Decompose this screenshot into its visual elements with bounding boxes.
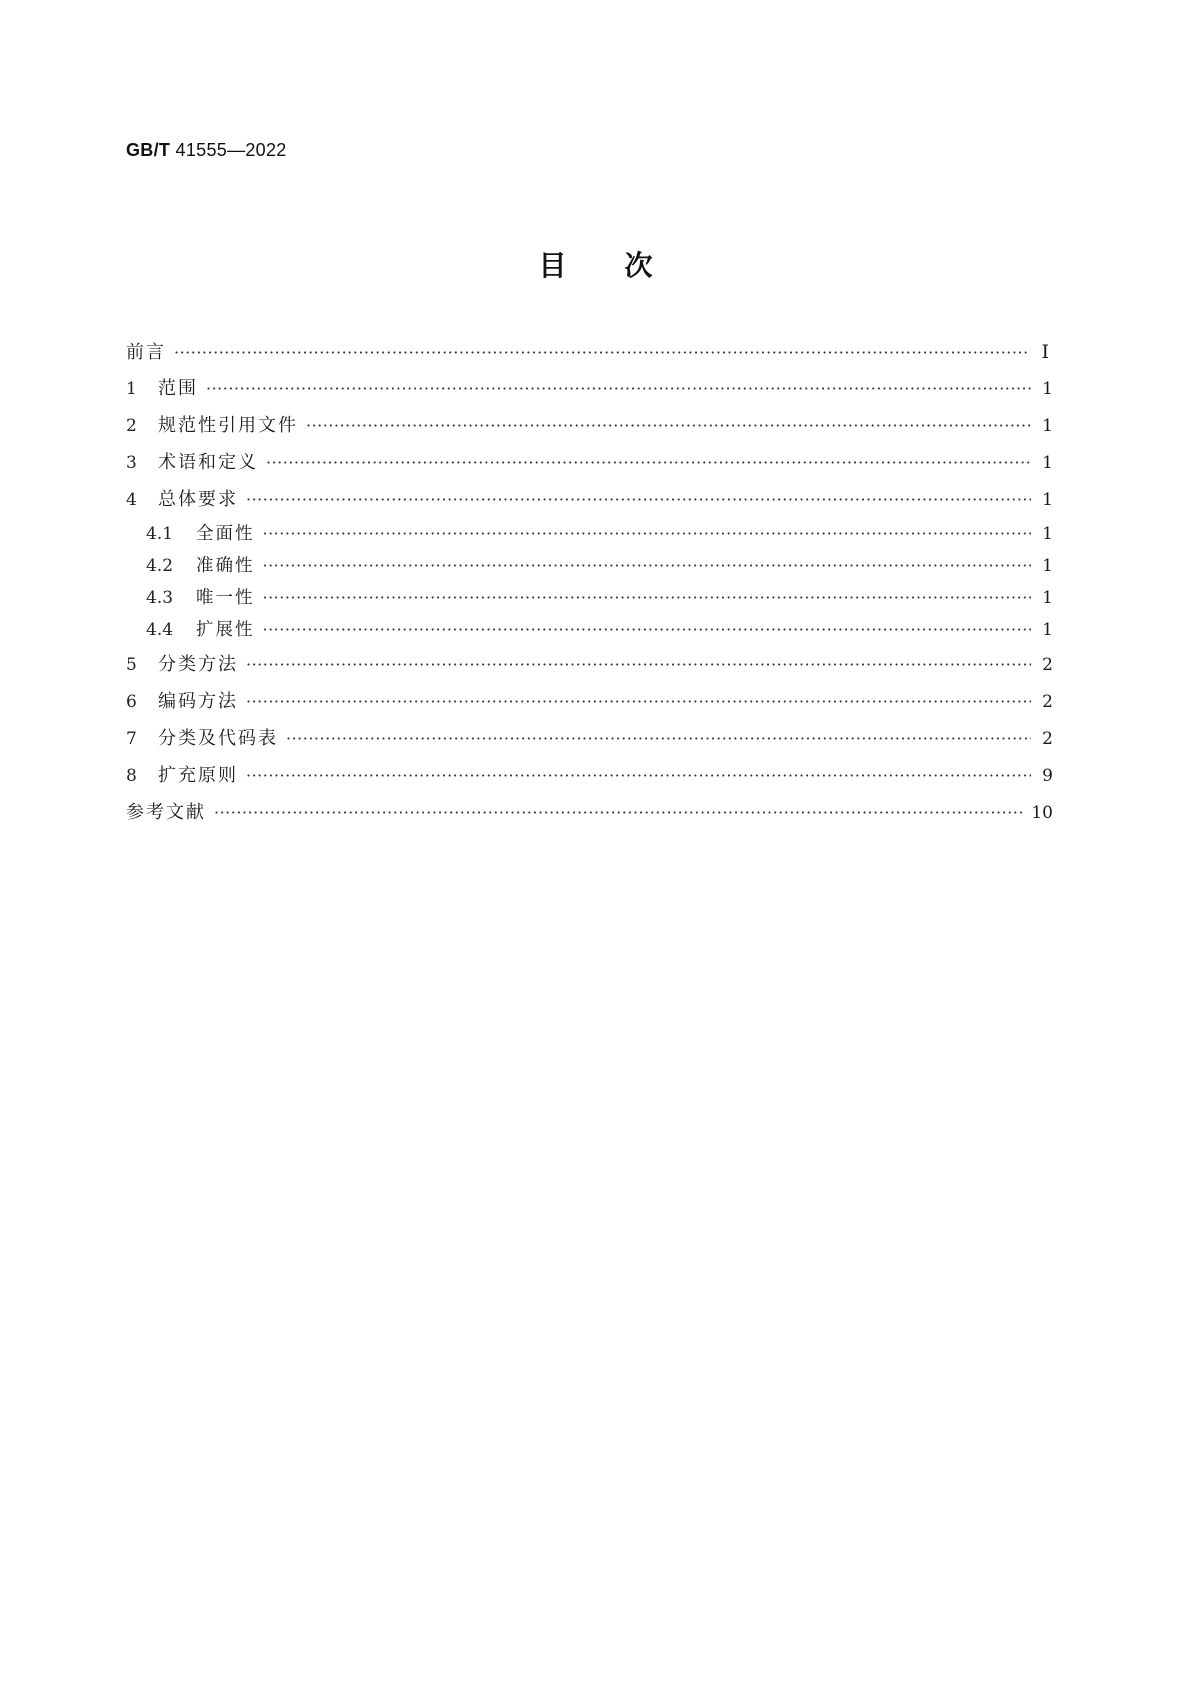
toc-entry-page: 9 (1042, 766, 1053, 786)
toc-dot-leader (263, 522, 1032, 546)
toc-entry-page: 1 (1042, 453, 1053, 473)
toc-entry-page: 10 (1031, 803, 1053, 823)
toc-entry-label: 范围 (158, 378, 198, 399)
toc-entry-6[interactable] (126, 690, 1053, 727)
toc-dot-leader (246, 690, 1031, 714)
toc-dot-leader (174, 341, 1027, 365)
toc-dot-leader (246, 653, 1031, 677)
toc-entry-number: 2 (126, 416, 137, 436)
toc-entry-bibliography[interactable] (126, 801, 1053, 838)
table-of-contents (126, 340, 1053, 838)
toc-entry-label: 总体要求 (158, 489, 238, 510)
toc-entry-4-4[interactable] (126, 618, 1053, 653)
toc-title: 目次 (538, 249, 711, 282)
toc-entry-4-3[interactable] (126, 586, 1053, 618)
toc-entry-label: 参考文献 (126, 802, 206, 823)
toc-entry-foreword[interactable] (126, 340, 1053, 377)
toc-entry-label: 分类方法 (158, 654, 238, 675)
toc-entry-4-2[interactable] (126, 554, 1053, 586)
toc-entry-number: 5 (126, 655, 137, 675)
standard-code: 41555—2022 (175, 140, 287, 160)
toc-entry-7[interactable] (126, 727, 1053, 764)
toc-entry-page: 1 (1042, 490, 1053, 510)
toc-dot-leader (263, 618, 1032, 642)
toc-entry-label: 编码方法 (158, 691, 238, 712)
toc-entry-page: 1 (1042, 620, 1053, 640)
toc-dot-leader (246, 764, 1031, 788)
toc-entry-2[interactable] (126, 414, 1053, 451)
toc-entry-number: 4.3 (146, 588, 174, 608)
toc-entry-number: 8 (126, 766, 137, 786)
toc-entry-4-1[interactable] (126, 522, 1053, 554)
toc-entry-page: 2 (1042, 655, 1053, 675)
toc-entry-8[interactable] (126, 764, 1053, 801)
toc-entry-number: 3 (126, 453, 137, 473)
toc-entry-label: 扩充原则 (158, 765, 238, 786)
toc-dot-leader (206, 377, 1031, 401)
toc-entry-label: 术语和定义 (158, 452, 258, 473)
toc-entry-number: 4.1 (146, 524, 174, 544)
toc-entry-number: 4.2 (146, 556, 174, 576)
toc-entry-page: 1 (1042, 379, 1053, 399)
toc-dot-leader (286, 727, 1031, 751)
toc-entry-number: 4 (126, 490, 137, 510)
toc-entry-number: 1 (126, 379, 137, 399)
toc-dot-leader (263, 554, 1032, 578)
toc-entry-number: 6 (126, 692, 137, 712)
toc-dot-leader (306, 414, 1031, 438)
toc-dot-leader (214, 801, 1023, 825)
toc-entry-page: Ⅰ (1041, 341, 1049, 363)
toc-entry-page: 2 (1042, 729, 1053, 749)
toc-dot-leader (266, 451, 1031, 475)
toc-entry-page: 1 (1042, 416, 1053, 436)
toc-entry-page: 1 (1042, 588, 1053, 608)
toc-entry-1[interactable] (126, 377, 1053, 414)
toc-entry-number: 4.4 (146, 620, 174, 640)
toc-entry-number: 7 (126, 729, 137, 749)
toc-entry-label: 扩展性 (196, 620, 255, 640)
toc-entry-label: 前言 (126, 342, 166, 363)
standard-number (126, 140, 287, 161)
standard-prefix: GB/T (126, 140, 171, 160)
toc-entry-label: 分类及代码表 (158, 728, 278, 749)
toc-dot-leader (263, 586, 1032, 610)
toc-entry-page: 1 (1042, 524, 1053, 544)
toc-dot-leader (246, 488, 1031, 512)
toc-entry-page: 1 (1042, 556, 1053, 576)
toc-entry-label: 准确性 (196, 556, 255, 576)
toc-entry-page: 2 (1042, 692, 1053, 712)
toc-entry-5[interactable] (126, 653, 1053, 690)
toc-entry-label: 唯一性 (196, 588, 255, 608)
toc-entry-label: 全面性 (196, 524, 255, 544)
toc-entry-4[interactable] (126, 488, 1053, 522)
toc-entry-label: 规范性引用文件 (158, 415, 298, 436)
toc-entry-3[interactable] (126, 451, 1053, 488)
